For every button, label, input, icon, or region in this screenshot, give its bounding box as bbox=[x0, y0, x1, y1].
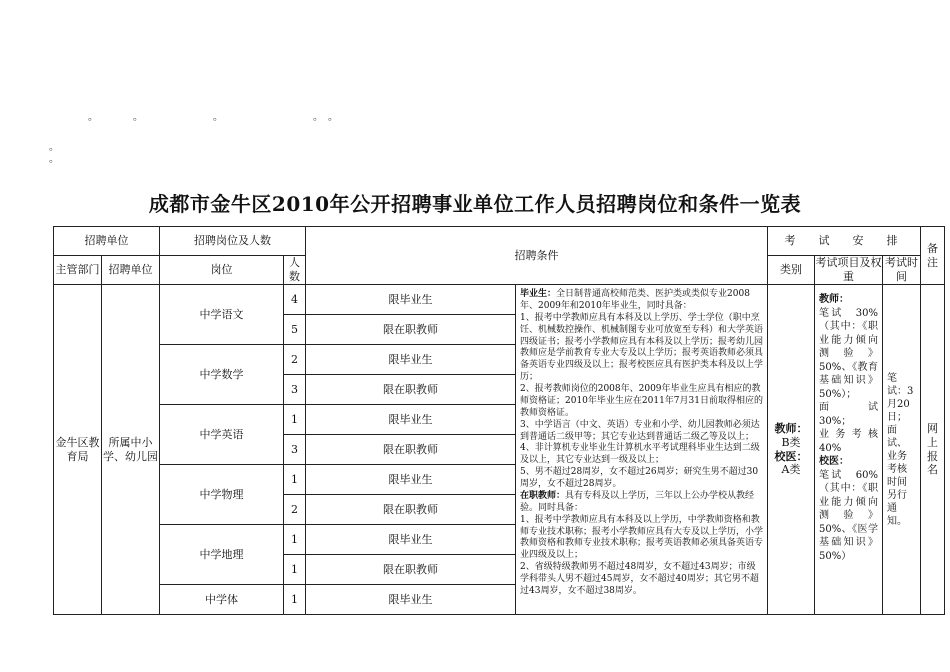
exam-time-cell: 笔试：3月20日；面试、业务考核时间另行通知。 bbox=[883, 285, 921, 615]
condition-cell: 限在职教师 bbox=[306, 375, 516, 405]
requirements-cell bbox=[516, 285, 768, 615]
count-cell: 5 bbox=[284, 315, 306, 345]
grad-line: 3、中学语言（中文、英语）专业和小学、幼儿园教师必须达到普通话二级甲等；其它专业达到普通话二级乙等及以上； bbox=[520, 419, 760, 442]
cat-doctor-value: A类 bbox=[781, 463, 801, 477]
exam-teacher-line: 笔试 30%（其中：《职业能力倾向测验》50%、《教育基础知识》50%）； bbox=[819, 307, 878, 400]
count-cell: 3 bbox=[284, 435, 306, 465]
condition-cell: 限毕业生 bbox=[306, 585, 516, 615]
stray-mark: 。 bbox=[133, 112, 143, 123]
onjob-label: 在职教师： bbox=[520, 490, 566, 501]
stray-mark: 。 bbox=[313, 112, 323, 123]
condition-cell: 限在职教师 bbox=[306, 495, 516, 525]
count-cell: 4 bbox=[284, 285, 306, 315]
stray-mark: 。 bbox=[213, 112, 223, 123]
exam-items-cell bbox=[815, 285, 888, 615]
header-count-text: 人数 bbox=[289, 256, 300, 283]
stray-mark: 。 bbox=[49, 142, 59, 153]
header-exam-items: 考试项目及权重 bbox=[815, 256, 882, 283]
exam-teacher-line: 面试 30%； bbox=[819, 402, 888, 427]
count-cell: 1 bbox=[284, 465, 306, 495]
header-dept: 主管部门 bbox=[54, 256, 102, 285]
condition-cell: 限毕业生 bbox=[306, 345, 516, 375]
header-exam-arrangement: 考 试 安 排 bbox=[768, 227, 921, 256]
cat-teacher-label: 教师： bbox=[774, 422, 808, 435]
position-cell: 中学地理 bbox=[160, 525, 284, 585]
category-cell bbox=[768, 285, 815, 615]
header-remark bbox=[921, 227, 945, 285]
header-unit-sub: 招聘单位 bbox=[102, 256, 160, 285]
stray-mark: 。 bbox=[88, 112, 98, 123]
position-cell: 中学英语 bbox=[160, 405, 284, 465]
exam-teacher-line: 业务考核40% bbox=[819, 429, 878, 454]
condition-cell: 限毕业生 bbox=[306, 525, 516, 555]
count-cell: 1 bbox=[284, 555, 306, 585]
grad-line: 4、非计算机专业毕业生计算机水平考试理科毕业生达到二级及以上，其它专业达到一级及以上； bbox=[520, 443, 760, 466]
condition-cell: 限毕业生 bbox=[306, 465, 516, 495]
header-exam-time: 考试时间 bbox=[883, 256, 921, 285]
position-cell: 中学语文 bbox=[160, 285, 284, 345]
page-title: 成都市金牛区2010年公开招聘事业单位工作人员招聘岗位和条件一览表 bbox=[148, 192, 802, 216]
grad-line: 1、报考中学教师应具有本科及以上学历、学士学位（职中烹饪、机械数控操作、机械制图专业可放宽至专科）和大学英语四级证书；报考小学教师应具有本科及以上学历；报考幼儿园教师应是学前教育专业大专及以上学历；报考英语教师必须具备英语专业四级及以上；报考校医应具有医护类本科及以上学历； bbox=[520, 312, 764, 383]
recruitment-table bbox=[53, 226, 945, 615]
onjob-line: 2、省级特级教师男不超过48周岁，女不超过43周岁；市级学科带头人男不超过45周岁，女不超过40周岁；其它男不超过43周岁，女不超过38周岁。 bbox=[520, 562, 759, 596]
position-cell: 中学物理 bbox=[160, 465, 284, 525]
count-cell: 2 bbox=[284, 495, 306, 525]
grad-label: 毕业生： bbox=[520, 289, 557, 299]
exam-doctor-line: 笔试 60%（其中：《职业能力倾向测验》50%、《医学基础知识》50%） bbox=[819, 469, 878, 562]
grad-line: 全日制普通高校师范类、医护类或类似专业2008年、2009年和2010年毕业生，同时具备： bbox=[520, 289, 750, 311]
count-cell: 3 bbox=[284, 375, 306, 405]
header-conditions: 招聘条件 bbox=[306, 227, 768, 285]
condition-cell: 限在职教师 bbox=[306, 315, 516, 345]
remark-cell bbox=[921, 285, 945, 615]
grad-line: 5、男不超过28周岁，女不超过26周岁；研究生男不超过30周岁，女不超过28周岁。 bbox=[520, 467, 759, 489]
header-position: 岗位 bbox=[160, 256, 284, 285]
condition-cell: 限毕业生 bbox=[306, 285, 516, 315]
dept-cell: 金牛区教育局 bbox=[54, 285, 102, 615]
condition-cell: 限毕业生 bbox=[306, 405, 516, 435]
remark-text: 网上报名 bbox=[927, 422, 938, 477]
position-cell: 中学数学 bbox=[160, 345, 284, 405]
unit-cell: 所属中小学、幼儿园 bbox=[102, 285, 160, 615]
count-cell: 2 bbox=[284, 345, 306, 375]
cat-teacher-value: B类 bbox=[781, 435, 801, 449]
onjob-line: 1、报考中学教师应具有本科及以上学历，中学教师资格和教师专业技术职称；报考小学教师应具有大专及以上学历，小学教师资格和教师专业技术职称；报考英语教师必须具备英语专业四级及以上； bbox=[520, 514, 764, 561]
header-unit: 招聘单位 bbox=[54, 227, 160, 256]
onjob-line: 具有专科及以上学历，三年以上公办学校从教经验。同时具备： bbox=[520, 490, 755, 513]
position-cell: 中学体 bbox=[160, 585, 284, 615]
table-row bbox=[54, 285, 945, 315]
exam-doctor-label: 校医： bbox=[819, 456, 849, 467]
cat-doctor-label: 校医： bbox=[774, 449, 808, 463]
header-positions-count: 招聘岗位及人数 bbox=[160, 227, 306, 256]
grad-line: 2、报考教师岗位的2008年、2009年毕业生应具有相应的教师资格证；2010年毕业生应在2011年7月31日前取得相应的教师资格证。 bbox=[520, 384, 763, 418]
header-category: 类别 bbox=[768, 256, 815, 285]
header-remark-text: 备注 bbox=[927, 241, 938, 269]
exam-teacher-label: 教师： bbox=[819, 294, 849, 305]
condition-cell: 限在职教师 bbox=[306, 555, 516, 585]
header-row-1 bbox=[54, 227, 945, 256]
condition-cell: 限在职教师 bbox=[306, 435, 516, 465]
stray-mark: 。 bbox=[328, 112, 338, 123]
count-cell: 1 bbox=[284, 525, 306, 555]
count-cell: 1 bbox=[284, 405, 306, 435]
count-cell: 1 bbox=[284, 585, 306, 615]
stray-mark: 。 bbox=[49, 154, 59, 165]
header-count bbox=[284, 256, 306, 285]
